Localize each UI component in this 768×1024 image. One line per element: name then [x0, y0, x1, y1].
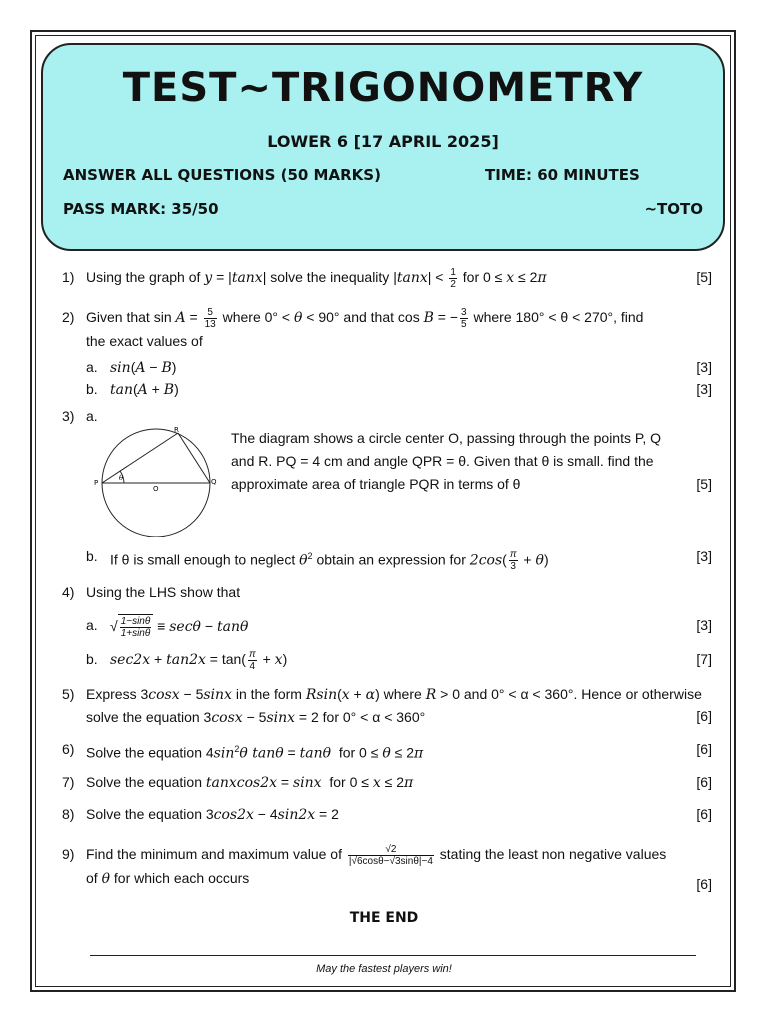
part-label: b.	[86, 381, 98, 397]
part-label: a.	[86, 408, 98, 424]
pass-mark: PASS MARK: 35/50	[63, 200, 219, 218]
marks: [3]	[696, 617, 712, 633]
part-label: a.	[86, 359, 98, 375]
question-number: 7)	[62, 774, 75, 790]
marks: [5]	[696, 269, 712, 285]
question-2b: b. tan(A + B) [3]	[86, 378, 712, 400]
footer-divider	[90, 955, 696, 956]
instructions: ANSWER ALL QUESTIONS (50 MARKS)	[63, 166, 381, 184]
question-text: Using the LHS show that	[86, 584, 241, 600]
question-text: Given that sin A = $\frac{5}{13}$ where 0° < θ < 90° and that cos B = − $\frac{3}{5}$ where 180° < θ < 270°, find the exact values of	[86, 306, 644, 349]
time-limit: TIME: 60 MINUTES	[485, 166, 640, 184]
marks: [6]	[696, 741, 712, 757]
test-title: TEST~TRIGONOMETRY	[122, 65, 644, 111]
question-text-cont: the exact values of	[86, 332, 203, 349]
question-text: Solve the equation $4\sin^2\theta$ tanθ = tanθ for 0 ≤ θ ≤ 2π	[86, 744, 424, 762]
marks: [3]	[696, 548, 712, 564]
label-p: P	[94, 479, 99, 487]
question-3a-marks	[680, 473, 712, 495]
question-3b: b. If θ is small enough to neglect $\theta^2$ obtain an expression for 2cos( $\frac{\pi}{3}$ + θ) [3]	[86, 545, 712, 567]
header-box	[41, 43, 725, 251]
marks: [7]	[696, 651, 712, 667]
question-number: 1)	[62, 269, 75, 285]
marks: [3]	[696, 359, 712, 375]
part-label: a.	[86, 617, 98, 633]
question-4	[62, 581, 712, 603]
question-4a: a. √ $\frac{1-\sin\theta}{1+\sin\theta}$ ≡ secθ − tanθ [3]	[86, 615, 712, 639]
question-4b: b. sec2x + tan2x = tan( $\frac{\pi}{4}$ + x) [7]	[86, 648, 712, 672]
question-8	[62, 803, 712, 825]
question-text: Using the graph of y = |tanx| solve the inequality |tanx| < $\frac{1}{2}$ for 0 ≤ x ≤ 2π	[86, 266, 547, 290]
question-2a: a. sin(A − B) [3]	[86, 356, 712, 378]
question-2	[62, 306, 712, 350]
marks: [5]	[696, 476, 712, 492]
test-subtitle: LOWER 6 [17 APRIL 2025]	[267, 132, 499, 151]
question-text: Find the minimum and maximum value of $\frac{√2}{|√6\cos\theta-√3\sin\theta|-4}$ stating the least non negative values of θ for which each occurs	[86, 843, 667, 887]
question-number: 8)	[62, 806, 75, 822]
label-r: R	[174, 426, 179, 434]
marks: [6]	[696, 806, 712, 822]
author: ~TOTO	[644, 200, 703, 218]
question-number: 3)	[62, 408, 75, 424]
question-3	[62, 405, 712, 427]
part-label: b.	[86, 548, 98, 564]
question-number: 4)	[62, 584, 75, 600]
question-5-marks	[62, 705, 712, 727]
question-number: 9)	[62, 846, 75, 862]
footer-note: May the fastest players win!	[316, 963, 452, 975]
label-theta: θ	[119, 474, 124, 482]
circle-diagram	[94, 425, 218, 537]
question-text: Solve the equation 3cos2x − 4sin2x = 2	[86, 806, 339, 823]
question-3a-text: The diagram shows a circle center O, passing through the points P, Q and R. PQ = 4 cm and angle QPR = θ. Given that θ is small. find the approximate area of triangle PQR in terms of θ	[231, 430, 662, 492]
part-label: b.	[86, 651, 98, 667]
marks: [6]	[696, 774, 712, 790]
question-7	[62, 771, 712, 793]
question-number: 2)	[62, 309, 75, 325]
marks: [6]	[696, 708, 712, 724]
question-text: Express 3cosx − 5sinx in the form Rsin(x + α) where R > 0 and 0° < α < 360°. Hence or otherwise solve the equation 3cosx − 5sinx = 2 for 0° < α < 360°	[86, 686, 702, 726]
label-o: O	[153, 485, 159, 493]
marks: [3]	[696, 381, 712, 397]
question-9-marks	[62, 873, 712, 895]
question-number: 5)	[62, 686, 75, 702]
marks: [6]	[696, 876, 712, 892]
question-text: Solve the equation tanxcos2x = sinx for 0 ≤ x ≤ 2π	[86, 774, 414, 791]
the-end: THE END	[349, 910, 419, 926]
question-number: 6)	[62, 741, 75, 757]
question-1	[62, 266, 712, 288]
question-6	[62, 738, 712, 760]
label-q: Q	[211, 478, 217, 486]
